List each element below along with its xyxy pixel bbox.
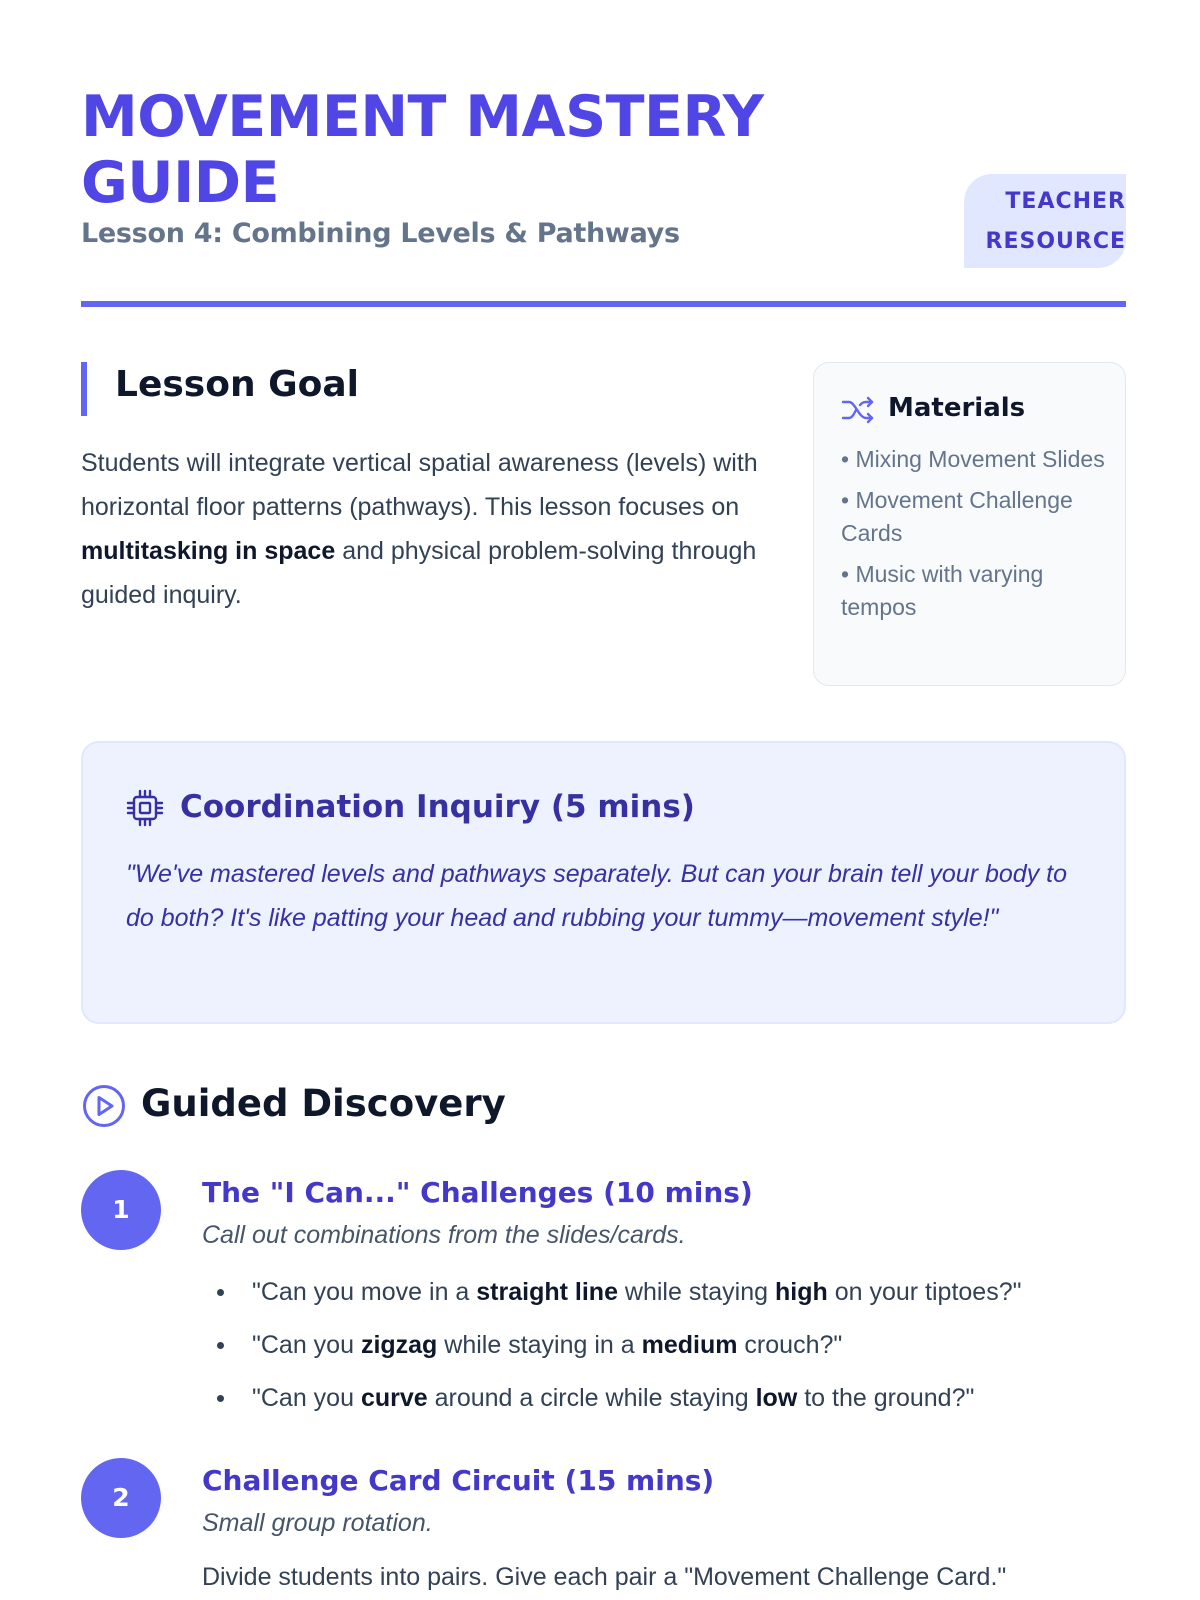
page-subtitle: Lesson 4: Combining Levels & Pathways bbox=[81, 218, 680, 249]
step-subtitle: Call out combinations from the slides/cards. bbox=[202, 1221, 686, 1249]
step-title: The "I Can..." Challenges (10 mins) bbox=[202, 1176, 753, 1209]
challenge-list bbox=[202, 1275, 1126, 1434]
step-number-badge: 2 bbox=[81, 1458, 161, 1538]
challenge-pathway: zigzag bbox=[360, 1331, 438, 1359]
challenge-level: medium bbox=[641, 1331, 738, 1359]
challenge-item bbox=[202, 1275, 1126, 1309]
teacher-resource-badge bbox=[964, 174, 1126, 268]
badge-label: TEACHER RESOURCE bbox=[985, 189, 1126, 254]
goal-text-emphasis: multitasking in space bbox=[81, 537, 336, 565]
challenge-text: around a circle while staying bbox=[427, 1384, 756, 1412]
challenge-level: low bbox=[755, 1384, 798, 1412]
challenge-pathway: straight line bbox=[476, 1278, 618, 1306]
inquiry-quote: "We've mastered levels and pathways separately. But can your brain tell your body to do both? It's like patting your head and rubbing your tummy—movement style!" bbox=[126, 860, 1067, 932]
cpu-chip-icon bbox=[126, 789, 164, 827]
step-body-text: Divide students into pairs. Give each pair a "Movement Challenge Card." bbox=[202, 1563, 1007, 1591]
coordination-inquiry-box bbox=[81, 741, 1126, 1024]
challenge-pathway: curve bbox=[360, 1384, 428, 1412]
challenge-text: crouch?" bbox=[737, 1331, 843, 1359]
lesson-goal-text bbox=[81, 441, 761, 617]
play-circle-icon bbox=[81, 1083, 127, 1129]
challenge-item bbox=[202, 1381, 1126, 1415]
goal-text-start: Students will integrate vertical spatial awareness (levels) with horizontal floor patterns (pathways). This lesson focuses on bbox=[81, 449, 758, 521]
guided-discovery-heading: Guided Discovery bbox=[141, 1082, 506, 1125]
inquiry-heading: Coordination Inquiry (5 mins) bbox=[180, 789, 695, 825]
lesson-page bbox=[81, 0, 1126, 1600]
step-number-badge: 1 bbox=[81, 1170, 161, 1250]
lesson-goal-heading: Lesson Goal bbox=[115, 364, 360, 405]
materials-list bbox=[841, 443, 1111, 632]
page-title: MOVEMENT MASTERY GUIDE bbox=[81, 84, 764, 216]
goal-accent-bar bbox=[81, 362, 87, 416]
challenge-text: on your tiptoes?" bbox=[827, 1278, 1022, 1306]
challenge-text: "Can you bbox=[252, 1384, 361, 1412]
materials-card bbox=[813, 362, 1126, 686]
step-subtitle: Small group rotation. bbox=[202, 1509, 433, 1537]
challenge-item bbox=[202, 1328, 1126, 1362]
challenge-text: while staying in a bbox=[437, 1331, 642, 1359]
materials-item: • Music with varying tempos bbox=[841, 561, 1044, 620]
goal-text-end: and physical problem-solving through guided inquiry. bbox=[81, 537, 757, 609]
challenge-text: to the ground?" bbox=[797, 1384, 975, 1412]
challenge-level: high bbox=[775, 1278, 828, 1306]
challenge-text: while staying bbox=[617, 1278, 775, 1306]
materials-item: • Mixing Movement Slides bbox=[841, 446, 1105, 472]
materials-item: • Movement Challenge Cards bbox=[841, 487, 1073, 546]
challenge-text: "Can you bbox=[252, 1331, 361, 1359]
materials-heading: Materials bbox=[888, 393, 1026, 423]
challenge-text: "Can you move in a bbox=[252, 1278, 477, 1306]
step-title: Challenge Card Circuit (15 mins) bbox=[202, 1464, 715, 1497]
shuffle-icon bbox=[841, 395, 875, 425]
header-divider bbox=[81, 301, 1126, 307]
